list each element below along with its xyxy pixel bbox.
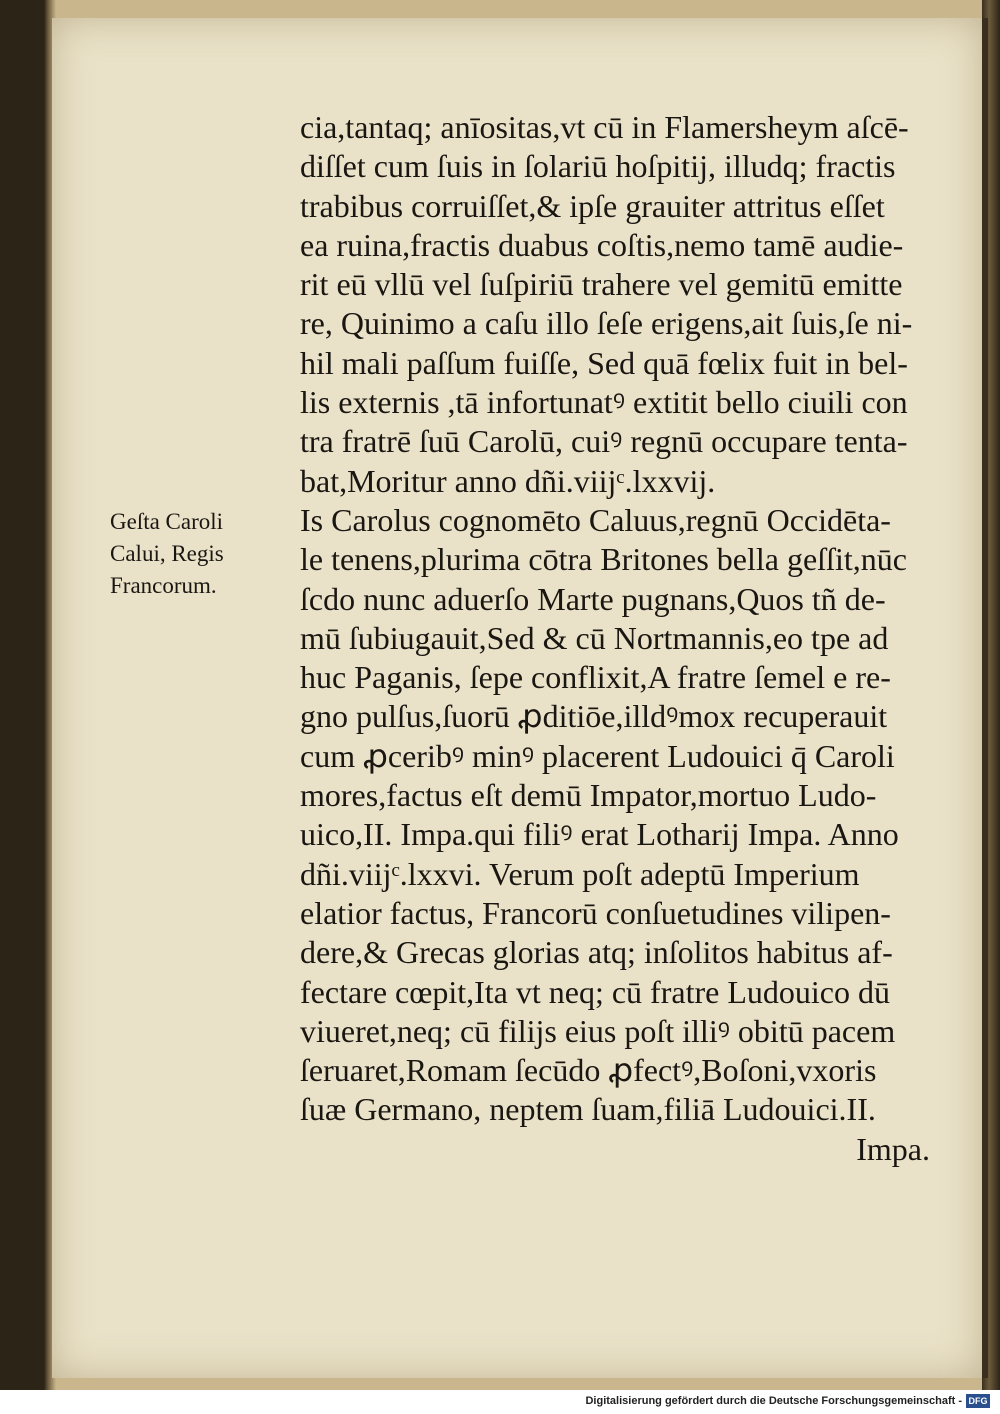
text-line: fectare cœpit,Ita vt neq; cū fratre Ludouico dū bbox=[300, 973, 890, 1010]
text-line: viueret,neq; cū filijs eius poſt illiꝰ obitū pacem bbox=[300, 1012, 896, 1049]
text-line: ſuæ Germano, neptem ſuam,filiā Ludouici.II. bbox=[300, 1091, 876, 1128]
text-line: dñi.viijᶜ.lxxvi. Verum poſt adeptū Imperium bbox=[300, 855, 860, 892]
text-line: lis externis ,tā infortunatꝰ extitit bello ciuili con bbox=[300, 384, 908, 421]
text-line: tra fratrē ſuū Carolū, cuiꝰ regnū occupare tenta- bbox=[300, 423, 908, 460]
marginal-line: Francorum. bbox=[110, 573, 217, 598]
text-line: re, Quinimo a caſu illo ſeſe erigens,ait ſuis,ſe ni- bbox=[300, 305, 913, 342]
text-line: rit eū vllū vel ſuſpiriū trahere vel gemitū emitte bbox=[300, 266, 903, 303]
text-line: gno pulſus,ſuorū ꝓditiōe,illdꝰmox recuperauit bbox=[300, 698, 888, 735]
marginal-line: Geſta Caroli bbox=[110, 509, 224, 534]
main-text-block bbox=[300, 108, 940, 1169]
catchword: Impa. bbox=[856, 1130, 930, 1167]
text-line: uico,II. Impa.qui filiꝰ erat Lotharij Impa. Anno bbox=[300, 816, 899, 853]
text-line: mores,factus eſt demū Impator,mortuo Ludo- bbox=[300, 777, 877, 814]
text-line: ſcdo nunc aduerſo Marte pugnans,Quos tñ de- bbox=[300, 580, 886, 617]
text-line: ea ruina,fractis duabus coſtis,nemo tamē audie- bbox=[300, 226, 904, 263]
marginal-note bbox=[110, 506, 280, 602]
text-line: cum ꝓceribꝰ minꝰ placerent Ludouici q̄ Caroli bbox=[300, 737, 895, 774]
marginal-line: Calui, Regis bbox=[110, 541, 224, 566]
text-line: bat,Moritur anno dñi.viijᶜ.lxxvij. bbox=[300, 462, 716, 499]
text-line: cia,tantaq; anīositas,vt cū in Flamersheym aſcē- bbox=[300, 109, 909, 145]
text-line: dere,& Grecas glorias atq; inſolitos habitus af- bbox=[300, 934, 893, 971]
text-line: Is Carolus cognomēto Caluus,regnū Occidēta- bbox=[300, 501, 891, 538]
text-line: elatior factus, Francorū conſuetudines vilipen- bbox=[300, 894, 891, 931]
text-line: ſeruaret,Romam ſecūdo ꝓfectꝰ,Boſoni,vxoris bbox=[300, 1052, 877, 1089]
text-line: mū ſubiugauit,Sed & cū Nortmannis,eo tpe ad bbox=[300, 619, 889, 656]
dfg-logo-icon: DFG bbox=[966, 1394, 990, 1408]
funding-credit: Digitalisierung gefördert durch die Deutsche Forschungsgemeinschaft - bbox=[585, 1395, 962, 1407]
text-line: le tenens,plurima cōtra Britones bella geſſit,nūc bbox=[300, 541, 907, 578]
text-line: huc Paganis, ſepe conflixit,A fratre ſemel e re- bbox=[300, 659, 891, 696]
text-line: diſſet cum ſuis in ſolariū hoſpitij, illudq; fractis bbox=[300, 148, 896, 185]
text-line: hil mali paſſum fuiſſe, Sed quā fœlix fuit in bel- bbox=[300, 344, 908, 381]
text-line: trabibus corruiſſet,& ipſe grauiter attritus eſſet bbox=[300, 187, 885, 224]
